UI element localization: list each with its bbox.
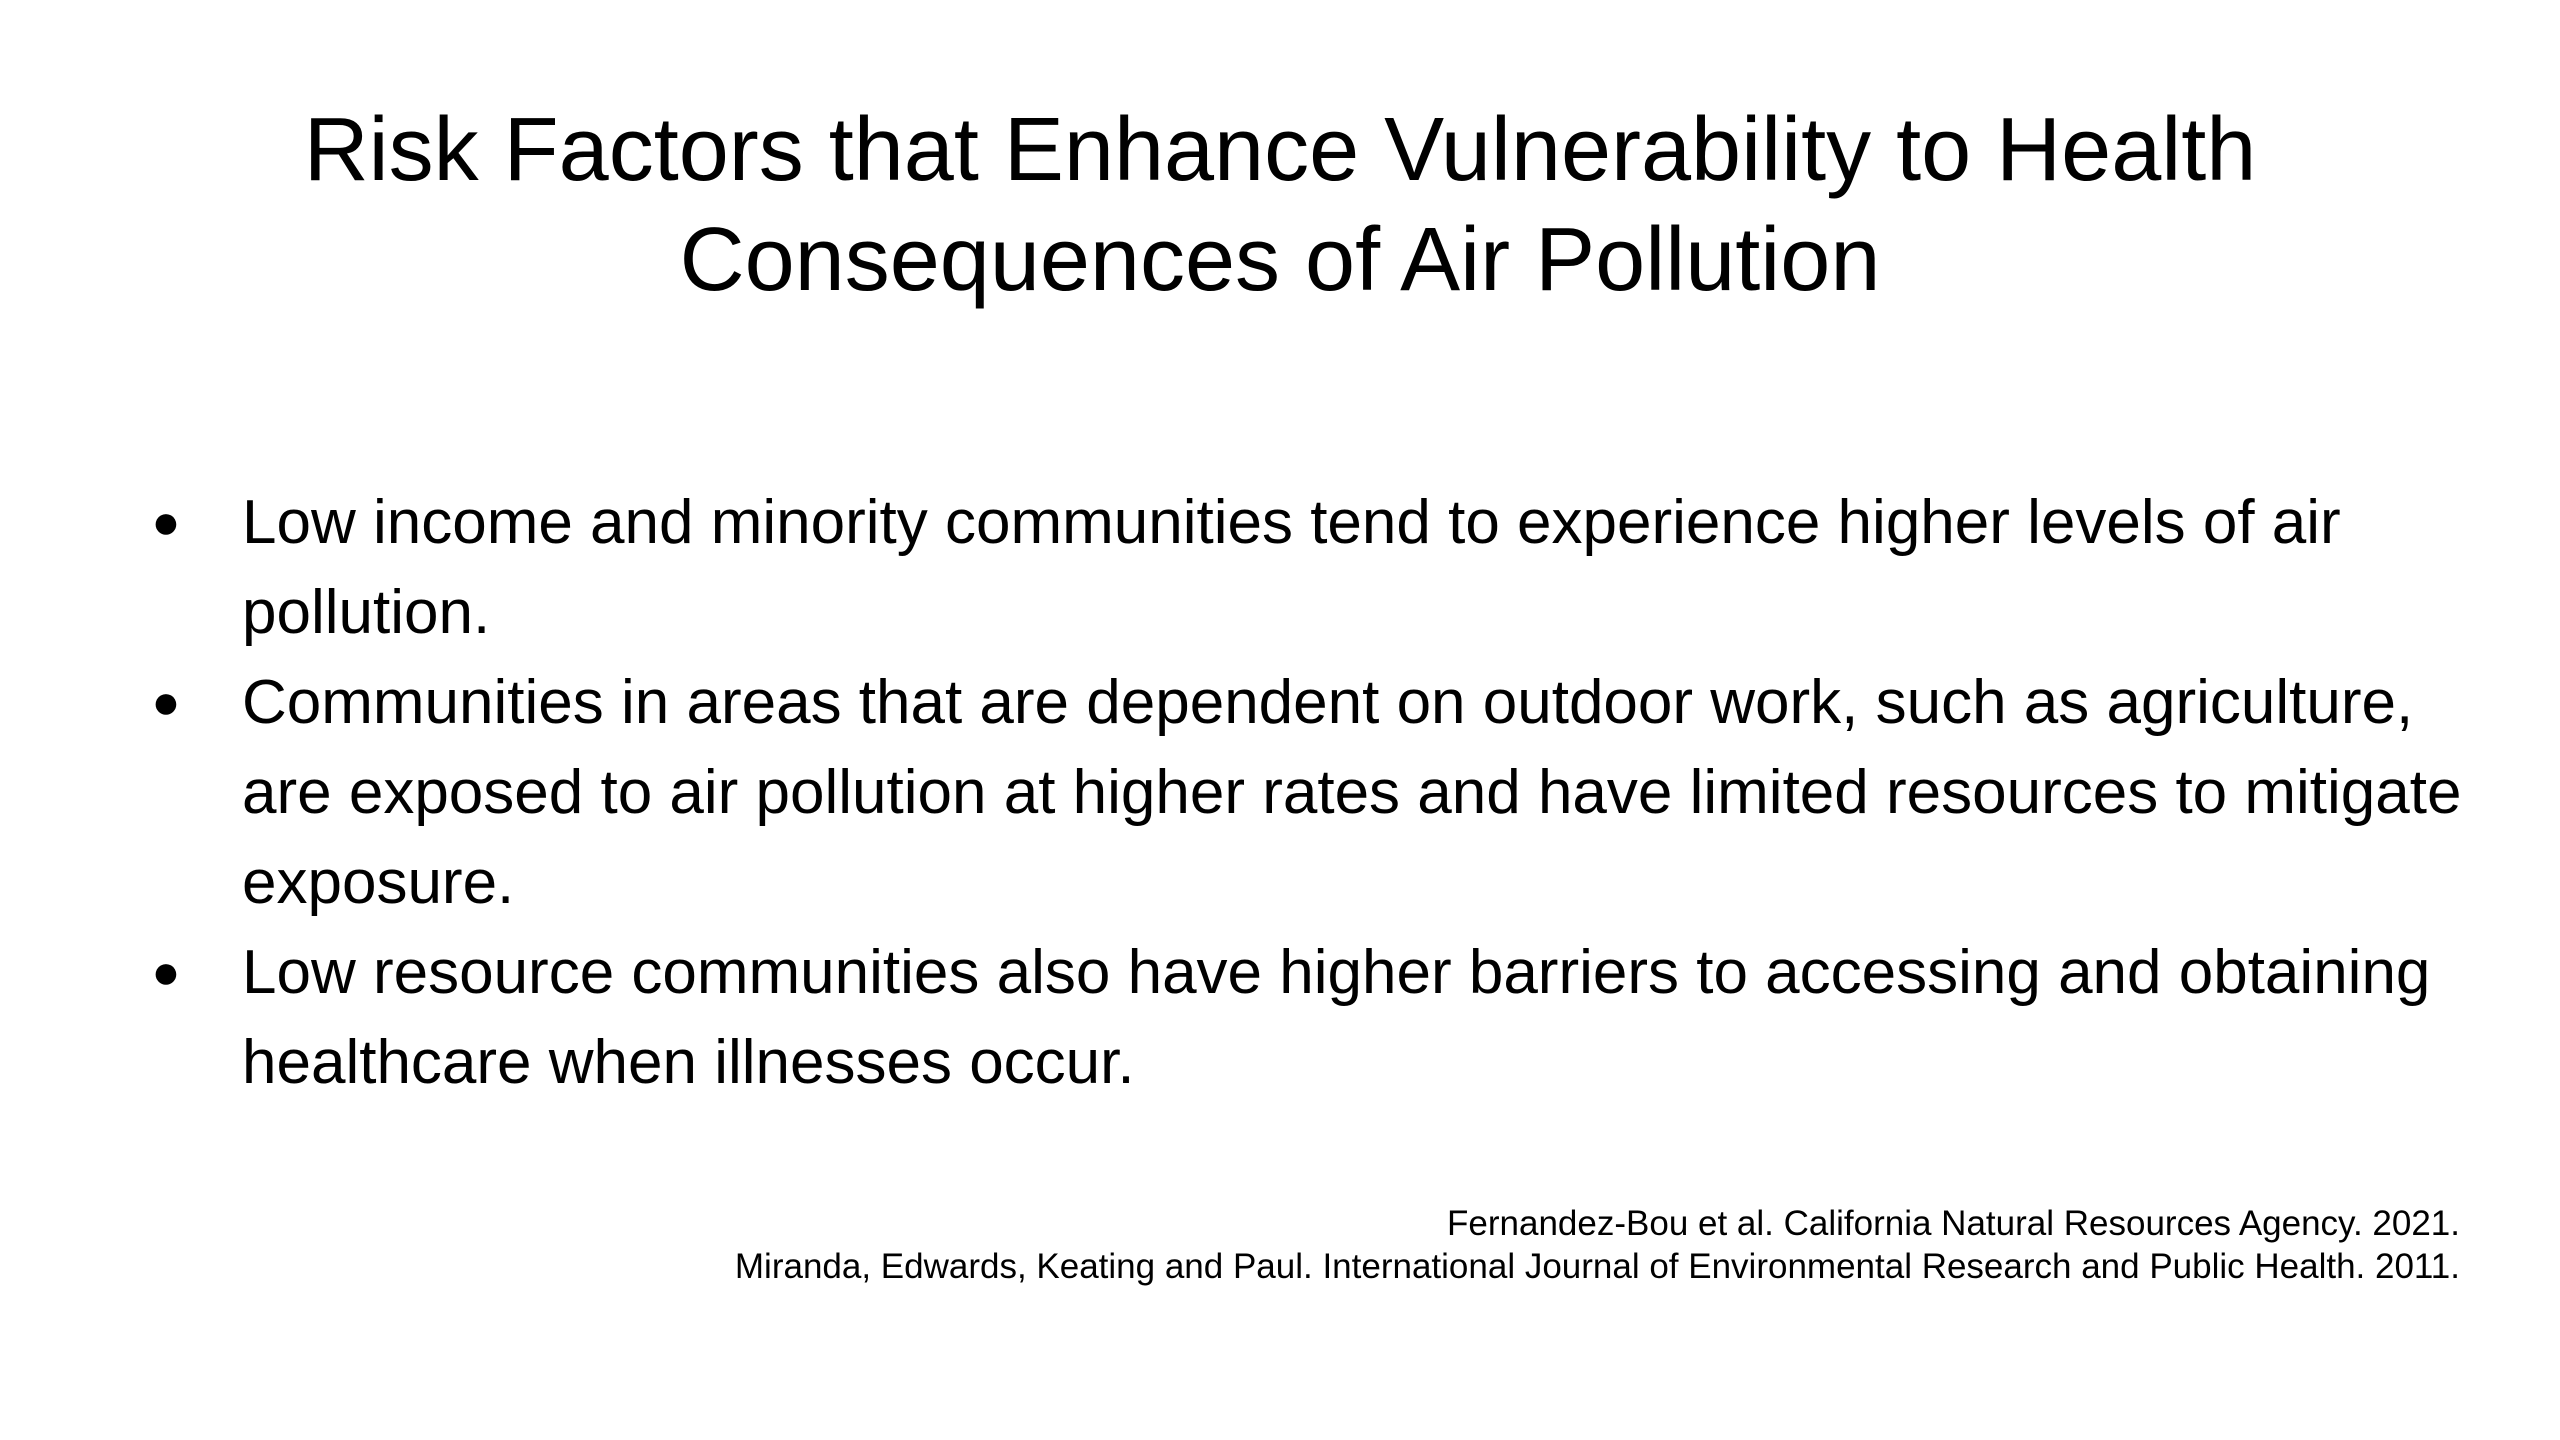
slide-title-line-1: Risk Factors that Enhance Vulnerability to Health <box>303 100 2257 200</box>
bullet-text: Low income and minority communities tend to experience higher levels of air pollution. <box>242 488 2341 647</box>
slide-title <box>160 95 2400 315</box>
bullet-item <box>140 928 2470 1108</box>
reference-line: Fernandez-Bou et al. California Natural Resources Agency. 2021. <box>1447 1204 2460 1243</box>
bullet-list <box>140 478 2470 1108</box>
bullet-text: Low resource communities also have higher barriers to accessing and obtaining healthcare when illnesses occur. <box>242 938 2431 1097</box>
bullet-dot-icon: ● <box>151 946 181 999</box>
bullet-dot-icon: ● <box>151 496 181 549</box>
references <box>460 1202 2460 1288</box>
bullet-dot-icon: ● <box>151 676 181 729</box>
bullet-item <box>140 658 2470 928</box>
slide-title-line-2: Consequences of Air Pollution <box>679 210 1881 310</box>
reference-line: Miranda, Edwards, Keating and Paul. International Journal of Environmental Research and Public Health. 2011. <box>734 1247 2460 1286</box>
bullet-item <box>140 478 2470 658</box>
bullet-text: Communities in areas that are dependent on outdoor work, such as agriculture, are exposed to air pollution at higher rates and have limited resources to mitigate exposure. <box>242 668 2462 917</box>
